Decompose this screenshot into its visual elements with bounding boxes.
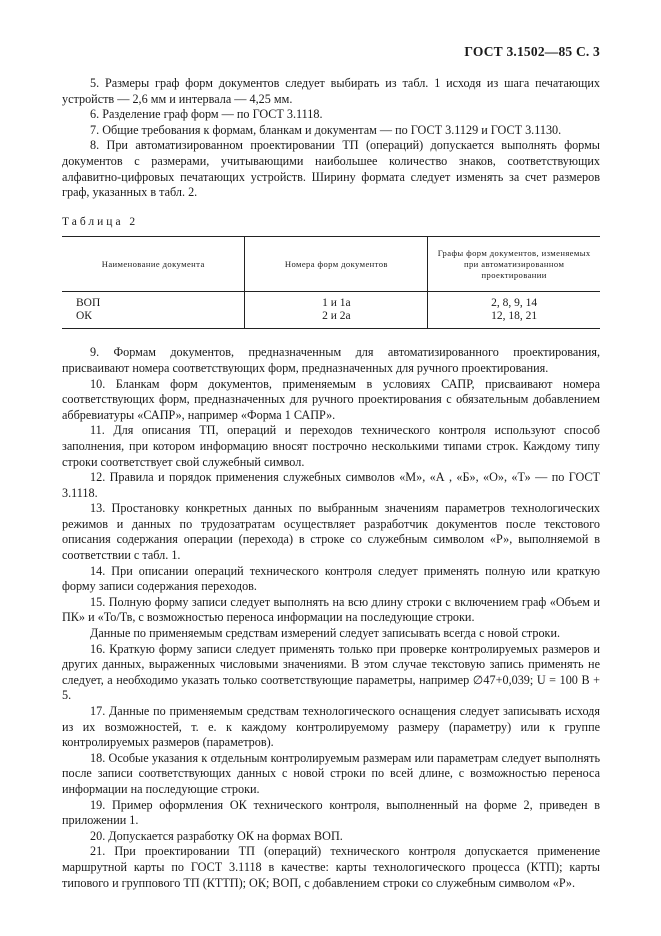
paragraph-21: 21. При проектировании ТП (операций) технического контроля допускается применение маршрутной карты по ГОСТ 3.1118 в качестве: карты технологического процесса (КТП); карты типового и группового ТП (КТТП); ОК; ВОП, с добавлением строки со служебным символом «Р». [62,844,600,890]
document-page [62,0,600,936]
paragraph-15-note: Данные по применяемым средствам измерений следует записывать всегда с новой строки. [90,626,561,641]
table-cell-document: ОК [62,310,245,329]
paragraph-6: 6. Разделение граф форм — по ГОСТ 3.1118. [90,107,323,122]
paragraph-13: 13. Простановку конкретных данных по выбранным значениям параметров технологических режимов и данных по трудозатратам осуществляет разработчик документов после текстового описания содержания операции (перехода) в строке со служебным символом «Р», выполняемой в соответствии с табл. 1. [62,501,600,563]
paragraph-15: 15. Полную форму записи следует выполнять на всю длину строки с включением граф «Объем и ПК» и «То/Тв, с возможностью переноса информации на последующие строки. [62,594,600,625]
paragraph-7: 7. Общие требования к формам, бланкам и документам — по ГОСТ 3.1129 и ГОСТ 3.1130. [90,122,562,137]
table-cell-forms: 2 и 2а [245,310,428,329]
paragraph-10: 10. Бланкам форм документов, применяемым в условиях САПР, присваивают номера соответствующих форм, предназначенных для ручного проектирования с обязательным добавлением аббревиатуры «САПР», например «Форма 1 САПР». [62,376,600,422]
paragraph-9: 9. Формам документов, предназначенным для автоматизированного проектирования, присваивают номера соответствующих форм, предназначенных для ручного проектирования. [62,345,600,375]
paragraph-12: 12. Правила и порядок применения служебных символов «М», «А , «Б», «О», «Т» — по ГОСТ 3.1118. [62,470,600,500]
paragraph-16: 16. Краткую форму записи следует применять только при проверке контролируемых размеров и других данных, выраженных числовыми значениями. В этом случае текстовую запись применять не следует, а необходимо указать только соответствующие параметры, например ∅47+0,039; U = 100 В + 5. [62,641,600,703]
table-row [62,310,600,329]
table-caption: Таблица 2 [62,215,139,228]
paragraph-8: 8. При автоматизированном проектировании ТП (операций) допускается выполнять формы документов с размерами, учитывающими наибольшее количество знаков, соответствующих алфавитно-цифровых печатающих устройств. Ширину формата следует изменять за счет размеров граф, указанных в табл. 2. [62,138,600,200]
paragraph-11: 11. Для описания ТП, операций и переходов технического контроля используют способ заполнения, при котором информацию вносят построчно несколькими типами строк. Каждому типу строки соответствует свой служебный символ. [62,423,600,469]
table-cell-columns: 2, 8, 9, 14 [428,292,600,310]
table-header-row [62,237,600,292]
table-row [62,292,600,310]
page-header: ГОСТ 3.1502—85 С. 3 [464,44,600,59]
table-cell-columns: 12, 18, 21 [428,310,600,329]
paragraph-18: 18. Особые указания к отдельным контролируемым размерам или параметрам следует выполнять после записи соответствующих данных с новой строки по всей длине, с возможностью переноса информации на последующие строки. [62,750,600,796]
table-cell-document: ВОП [76,297,101,310]
table-2 [62,236,600,329]
table-header-document-name: Наименование документа [62,237,245,292]
document-body [62,76,600,891]
table-header-form-columns: Графы форм документов, изменяемых при автоматизированном проектировании [428,237,600,292]
paragraph-5: 5. Размеры граф форм документов следует выбирать из табл. 1 исходя из шага печатающих устройств — 2,6 мм и интервала — 4,25 мм. [62,76,600,106]
paragraph-14: 14. При описании операций технического контроля следует применять полную или краткую форму записи содержания переходов. [62,563,600,594]
table-cell-forms: 1 и 1а [245,292,428,310]
table-header-form-numbers: Номера форм документов [245,237,428,292]
paragraph-17: 17. Данные по применяемым средствам технологического оснащения следует записывать исходя из их возможностей, т. е. к каждому контролируемому размеру (параметру) или к группе контролируемых размеров (параметров). [62,704,600,750]
paragraph-20: 20. Допускается разработку ОК на формах ВОП. [90,828,343,843]
paragraph-19: 19. Пример оформления ОК технического контроля, выполненный на форме 2, приведен в приложении 1. [62,797,600,828]
